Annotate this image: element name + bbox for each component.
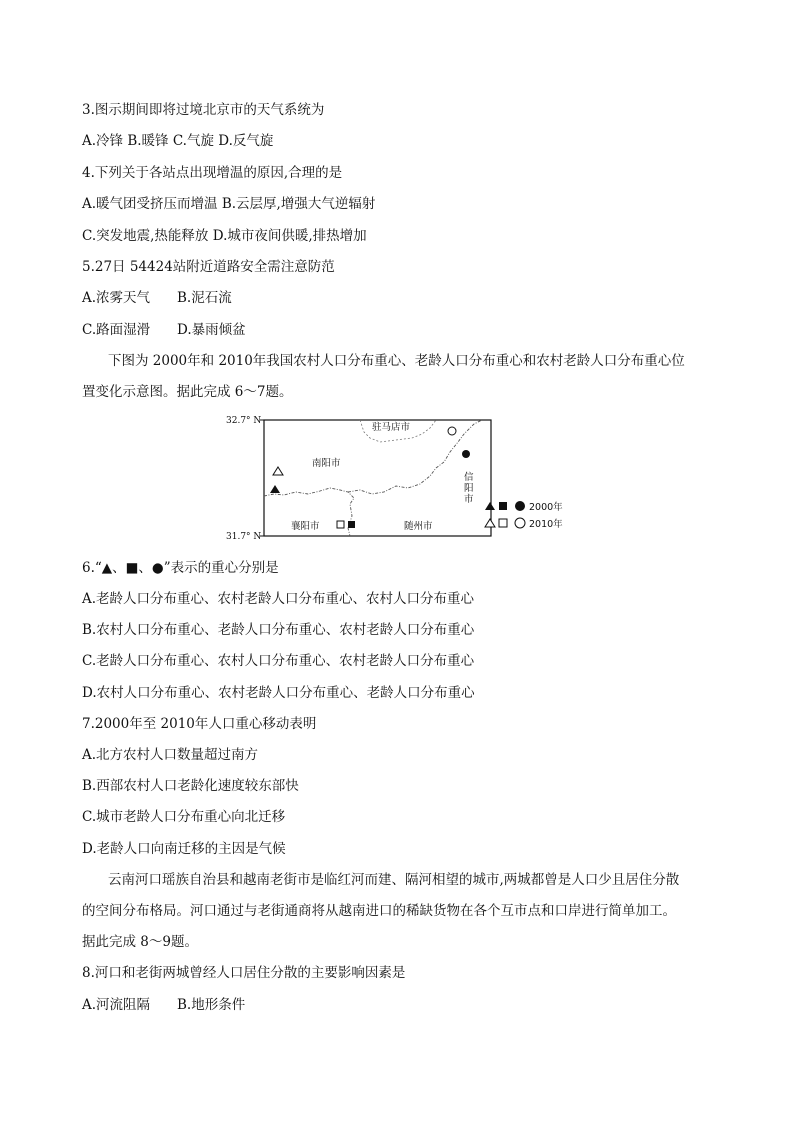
city-xinyang-3: 市 (464, 494, 474, 505)
question-5-stem: 5.27日 54424站附近道路安全需注意防范 (82, 259, 335, 275)
population-center-map (224, 412, 584, 542)
legend-square-2010 (499, 519, 507, 527)
question-5-option-d: D.暴雨倾盆 (177, 322, 246, 338)
legend-2000-label: 2000年 (529, 502, 563, 513)
question-6-option-a: A.老龄人口分布重心、农村老龄人口分布重心、农村人口分布重心 (82, 591, 475, 607)
latitude-top-label: 32.7° N (226, 416, 262, 426)
question-3-options: A.冷锋 B.暖锋 C.气旋 D.反气旋 (82, 133, 274, 149)
question-6-option-d: D.农村人口分布重心、农村老龄人口分布重心、老龄人口分布重心 (82, 685, 475, 701)
legend-circle-2010 (515, 518, 525, 528)
question-7-option-d: D.老龄人口向南迁移的主因是气候 (82, 841, 286, 857)
circle-2000-marker (462, 450, 470, 458)
square-2000-marker (348, 521, 355, 528)
legend-circle-2000 (515, 501, 525, 511)
intro-1-line-2: 置变化示意图。据此完成 6～7题。 (82, 384, 293, 400)
legend-2010-label: 2010年 (529, 519, 563, 530)
square-2010-marker (337, 521, 344, 528)
question-4-options-cd: C.突发地震,热能释放 D.城市夜间供暖,排热增加 (82, 228, 367, 244)
legend-square-2000 (499, 502, 507, 510)
city-nanyang: 南阳市 (312, 458, 341, 469)
question-5-option-a: A.浓雾天气 (82, 290, 151, 306)
circle-2010-marker (448, 427, 456, 435)
question-8-option-a: A.河流阻隔 (82, 997, 151, 1013)
question-5-option-b: B.泥石流 (177, 290, 232, 306)
question-7-option-b: B.西部农村人口老龄化速度较东部快 (82, 778, 299, 794)
latitude-bottom-label: 31.7° N (226, 532, 262, 542)
question-6-option-c: C.老龄人口分布重心、农村人口分布重心、农村老龄人口分布重心 (82, 653, 475, 669)
city-xiangyang: 襄阳市 (291, 521, 320, 532)
intro-2-line-1: 云南河口瑶族自治县和越南老街市是临红河而建、隔河相望的城市,两城都曾是人口少且居住分散 (108, 872, 680, 888)
intro-2-line-2: 的空间分布格局。河口通过与老街通商将从越南进口的稀缺货物在各个互市点和口岸进行简单加工。 (82, 903, 676, 919)
map-legend (485, 501, 563, 530)
question-6-option-b: B.农村人口分布重心、老龄人口分布重心、农村老龄人口分布重心 (82, 622, 475, 638)
city-suizhou: 随州市 (404, 521, 433, 532)
question-7-stem: 7.2000年至 2010年人口重心移动表明 (82, 716, 317, 732)
question-6-stem: 6.“▲、■、●”表示的重心分别是 (82, 560, 279, 576)
city-xinyang-1: 信 (464, 472, 474, 483)
question-8-stem: 8.河口和老街两城曾经人口居住分散的主要影响因素是 (82, 965, 406, 981)
question-7-option-c: C.城市老龄人口分布重心向北迁移 (82, 809, 286, 825)
question-4-options-ab: A.暖气团受挤压而增温 B.云层厚,增强大气逆辐射 (82, 196, 376, 212)
intro-2-line-3: 据此完成 8～9题。 (82, 934, 198, 950)
question-4-stem: 4.下列关于各站点出现增温的原因,合理的是 (82, 165, 343, 181)
question-3-stem: 3.图示期间即将过境北京市的天气系统为 (82, 102, 325, 118)
city-xinyang-2: 阳 (464, 483, 474, 494)
question-7-option-a: A.北方农村人口数量超过南方 (82, 747, 259, 763)
map-frame (264, 420, 491, 536)
question-5-option-c: C.路面湿滑 (82, 322, 151, 338)
city-zhumadian: 驻马店市 (372, 422, 411, 433)
intro-1-line-1: 下图为 2000年和 2010年我国农村人口分布重心、老龄人口分布重心和农村老龄人口分布重心位 (108, 353, 685, 369)
question-8-option-b: B.地形条件 (177, 997, 246, 1013)
